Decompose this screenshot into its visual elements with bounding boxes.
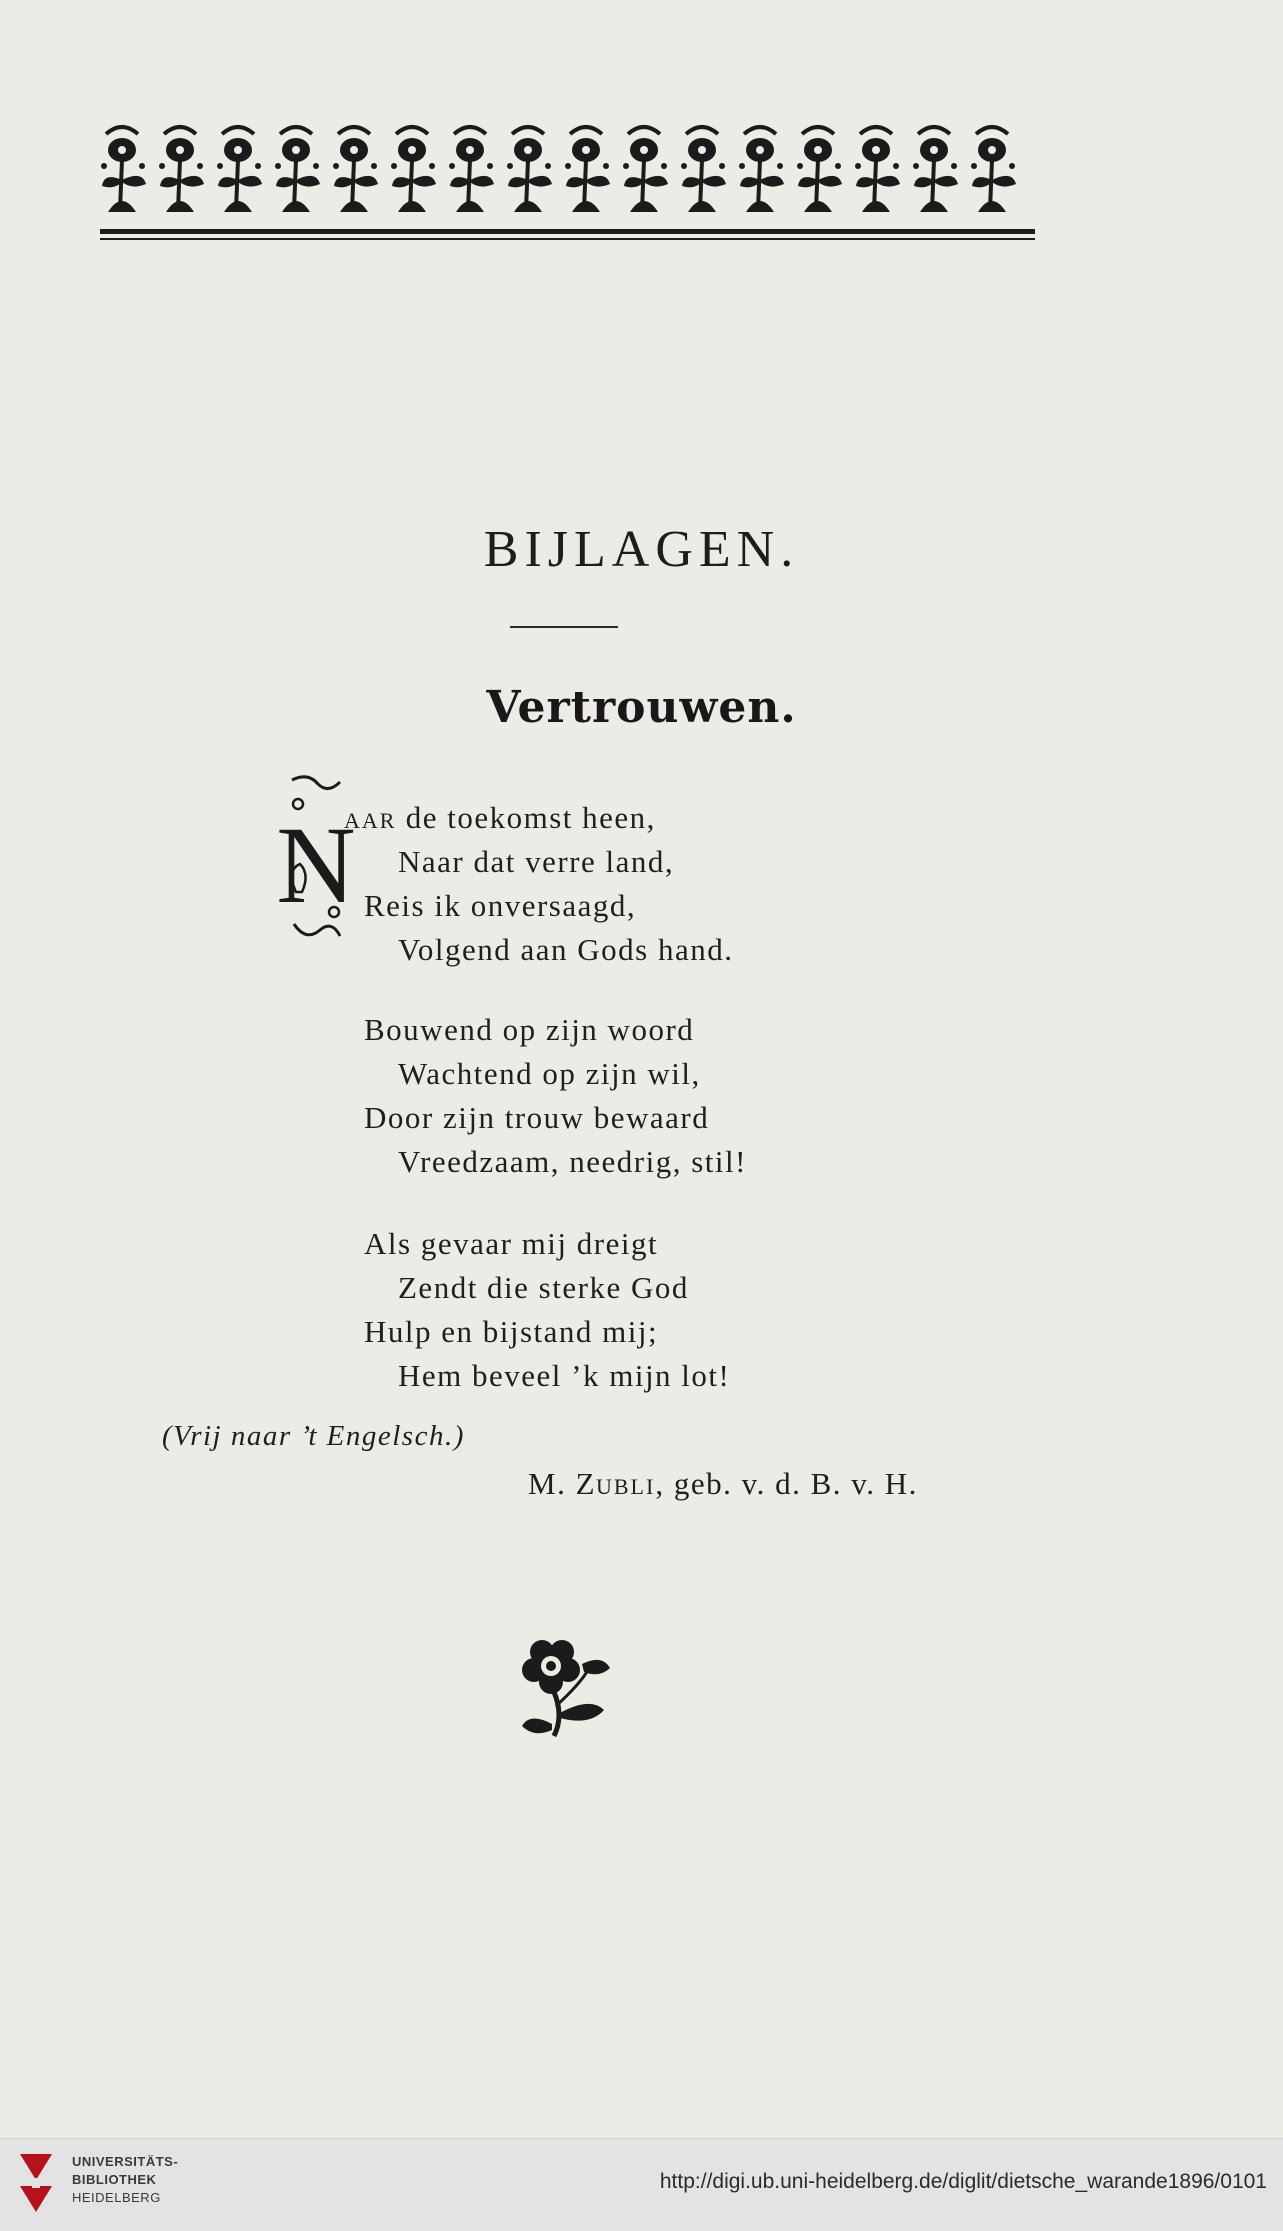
drop-cap-smallcaps: AAR bbox=[344, 808, 397, 833]
section-heading: BIJLAGEN. bbox=[483, 521, 800, 578]
poem-line: Zendt die sterke God bbox=[398, 1270, 689, 1305]
poem-line: Volgend aan Gods hand. bbox=[398, 932, 734, 967]
poem-line: Hem beveel ’k mijn lot! bbox=[398, 1358, 731, 1393]
drop-cap-letter: N bbox=[276, 804, 356, 926]
signature: M. ZUBLI, geb. v. d. B. v. H. bbox=[528, 1466, 918, 1501]
poem-line: Als gevaar mij dreigt bbox=[364, 1226, 659, 1261]
flower-tailpiece-ornament bbox=[520, 1636, 614, 1742]
floral-frieze-ornament bbox=[100, 120, 1035, 220]
library-name-line: UNIVERSITÄTS- bbox=[72, 2154, 179, 2169]
library-name-line: HEIDELBERG bbox=[72, 2190, 161, 2205]
poem-title: Vertrouwen. bbox=[486, 682, 797, 733]
frieze-rule-thin bbox=[100, 238, 1035, 240]
poem-line: Hulp en bijstand mij; bbox=[364, 1314, 659, 1349]
poem-line: Vreedzaam, needrig, stil! bbox=[398, 1144, 747, 1179]
source-url-link[interactable]: http://digi.ub.uni-heidelberg.de/diglit/dietsche_warande1896/0101 bbox=[659, 2170, 1267, 2193]
ornamental-drop-cap bbox=[276, 774, 356, 944]
library-logo-icon[interactable] bbox=[14, 2150, 58, 2218]
poem-line: Reis ik onversaagd, bbox=[364, 888, 637, 923]
frieze-rule-thick bbox=[100, 229, 1035, 234]
poem-line: Naar dat verre land, bbox=[398, 844, 675, 879]
poem-line: Wachtend op zijn wil, bbox=[398, 1056, 701, 1091]
library-name-line: BIBLIOTHEK bbox=[72, 2172, 157, 2187]
source-note: (Vrij naar ’t Engelsch.) bbox=[162, 1420, 465, 1452]
poem-line: AAR de toekomst heen, bbox=[344, 800, 656, 835]
poem-line: Door zijn trouw bewaard bbox=[364, 1100, 710, 1135]
heading-divider bbox=[510, 626, 618, 628]
poem-line: Bouwend op zijn woord bbox=[364, 1012, 695, 1047]
